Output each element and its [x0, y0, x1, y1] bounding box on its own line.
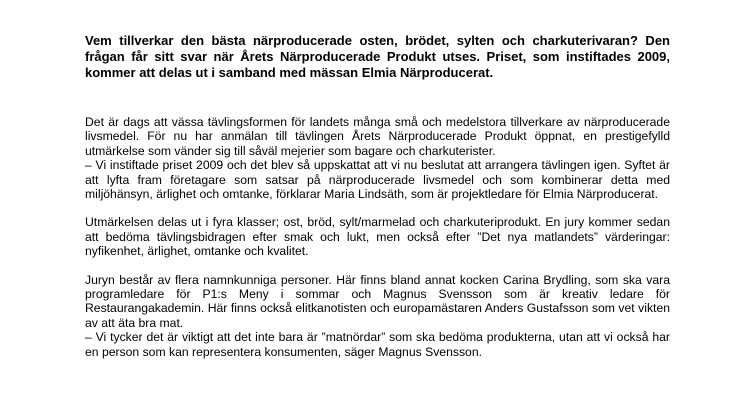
paragraph-intro	[85, 115, 670, 201]
paragraph-jury	[85, 273, 670, 359]
article-body	[85, 115, 670, 359]
paragraph-line: Det är dags att vässa tävlingsformen för landets många små och medelstora tillverkare av närproducerade livsmedel. För nu har anmälan till tävlingen Årets Närproducerade Produkt öppnat, en prestigefylld utmärkelse som vänder sig till såväl mejerier som bagare och charkuterister.	[85, 115, 670, 158]
paragraph-line: Juryn består av flera namnkunniga personer. Här finns bland annat kocken Carina Brydling, som ska vara programledare för P1:s Meny i sommar och Magnus Svensson som är kreativ ledare för Restaurangakademin. Här finns också elitkanotisten och europamästaren Anders Gustafsson som vet vikten av att äta bra mat.	[85, 272, 670, 330]
paragraph-classes	[85, 215, 670, 258]
paragraph-line: Utmärkelsen delas ut i fyra klasser; ost, bröd, sylt/marmelad och charkuteriprodukt. En jury kommer sedan att bedöma tävlingsbidragen efter smak och lukt, men också efter ”Det nya matlandets” värderingar: nyfikenhet, ärlighet, omtanke och kvalitet.	[85, 215, 670, 259]
paragraph-line: – Vi instiftade priset 2009 och det blev så uppskattat att vi nu beslutat att arrangera tävlingen igen. Syftet är att lyfta fram företagare som satsar på närproducerade livsmedel och som kombinerar detta med miljöhänsyn, ärlighet och omtanke, förklarar Maria Lindsäth, som är projektledare för Elmia Närproducerat.	[85, 158, 670, 202]
paragraph-line: – Vi tycker det är viktigt att det inte bara är ”matnördar” som ska bedöma produkterna, utan att vi också har en person som kan representera konsumenten, säger Magnus Svensson.	[85, 330, 670, 359]
article-headline: Vem tillverkar den bästa närproducerade osten, brödet, sylten och charkuterivaran? Den frågan får sitt svar när Årets Närproducerade Produkt utses. Priset, som instiftades 2009, kommer att delas ut i samband med mässan Elmia Närproducerat.	[85, 33, 670, 80]
document-page	[85, 33, 670, 373]
